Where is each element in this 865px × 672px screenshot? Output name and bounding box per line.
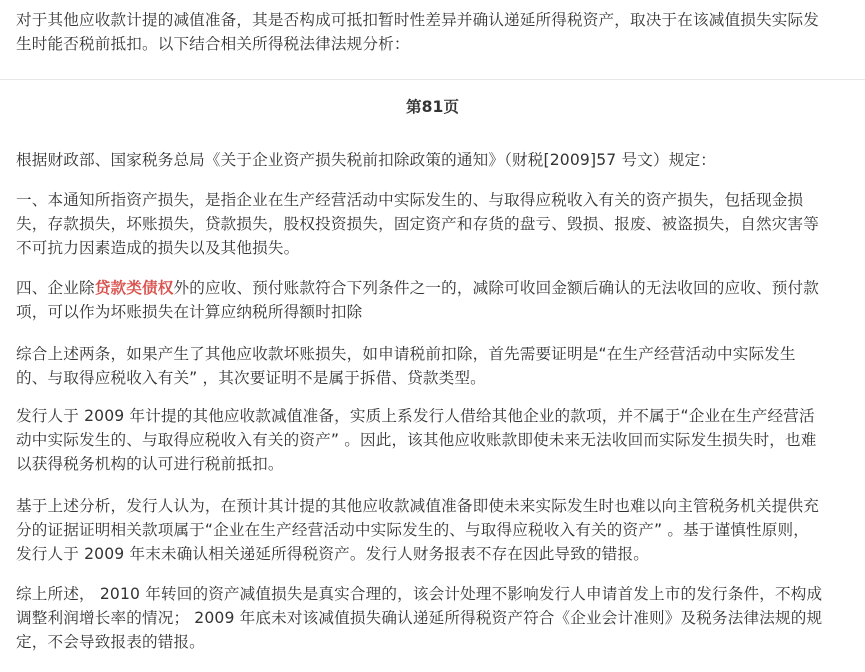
basis-paragraph: 根据财政部、国家税务总局《关于企业资产损失税前扣除政策的通知》（财税[2009]57 号文）规定： xyxy=(16,151,716,169)
clause-four-paragraph: 四、企业除贷款类债权外的应收、预付账款符合下列条件之一的，减除可收回金额后确认的无法收回的应收、预付款 项，可以作为坏账损失在计算应纳税所得额时扣除 xyxy=(16,279,819,321)
summary-paragraph: 综合上述两条，如果产生了其他应收款坏账损失，如申请税前扣除，首先需要证明是“在生产经营活动中实际发生 的、与取得应税收入有关” ，其次要证明不是属于拆借、贷款类型。 xyxy=(16,345,796,387)
clause-one-paragraph: 一、本通知所指资产损失，是指企业在生产经营活动中实际发生的、与取得应税收入有关的资产损失，包括现金损 失，存款损失，坏账损失，贷款损失，股权投资损失，固定资产和存货的盘亏、毁损、报废、被盗损失，自然灾害等 不可抗力因素造成的损失以及其他损失。 xyxy=(16,191,819,257)
conclusion-paragraph: 综上所述， 2010 年转回的资产减值损失是真实合理的，该会计处理不影响发行人申请首发上市的发行条件，不构成 调整利润增长率的情况； 2009 年底未对该减值损失确认递延所得税资产符合《企业会计准则》及税务法律法规的规 定，不会导致报表的错报。 xyxy=(16,585,823,651)
analysis-paragraph: 基于上述分析，发行人认为，在预计其计提的其他应收款减值准备即使未来实际发生时也难以向主管税务机关提供充 分的证据证明相关款项属于“企业在生产经营活动中实际发生的、与取得应税收入有关的资产” 。基于谨慎性原则， 发行人于 2009 年末未确认相关递延所得税资产。发行人财务报表不存在因此导致的错报。 xyxy=(16,497,819,563)
page-number-heading: 第81页 xyxy=(406,98,459,116)
issuer-paragraph: 发行人于 2009 年计提的其他应收款减值准备，实质上系发行人借给其他企业的款项，并不属于“企业在生产经营活 动中实际发生的、与取得应税收入有关的资产” 。因此，该其他应收账款即使未来无法收回而实际发生损失时，也难 以获得税务机构的认可进行税前抵扣。 xyxy=(16,407,817,473)
highlighted-term: 贷款类债权 xyxy=(94,279,174,297)
section-divider xyxy=(0,79,865,80)
intro-paragraph: 对于其他应收款计提的减值准备，其是否构成可抵扣暂时性差异并确认递延所得税资产，取决于在该减值损失实际发 生时能否税前抵扣。以下结合相关所得税法律法规分析： xyxy=(16,11,819,53)
